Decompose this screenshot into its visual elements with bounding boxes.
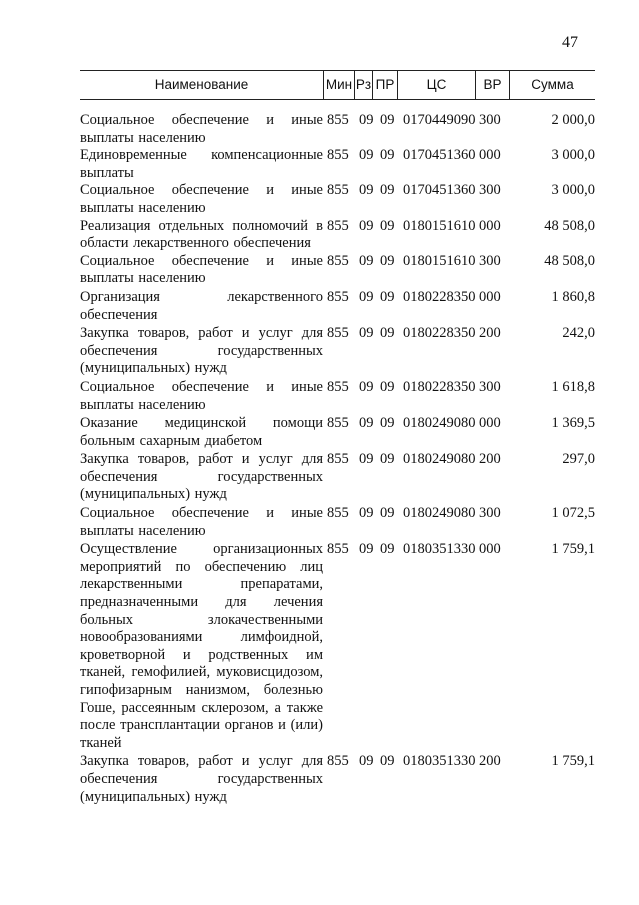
row-vr: 200 xyxy=(479,753,501,770)
row-vr: 000 xyxy=(479,217,501,234)
row-min: 855 xyxy=(327,288,349,305)
row-min: 855 xyxy=(327,182,349,199)
row-cs: 0180228350 xyxy=(403,288,476,305)
row-min: 855 xyxy=(327,451,349,468)
row-min: 855 xyxy=(327,217,349,234)
header-vr: ВР xyxy=(475,71,509,99)
row-rz: 09 xyxy=(359,505,374,522)
row-pr: 09 xyxy=(380,325,395,342)
table-body xyxy=(80,112,595,806)
row-name: Социальное обеспечение и иные выплаты населению xyxy=(80,378,323,413)
row-pr: 09 xyxy=(380,505,395,522)
row-pr: 09 xyxy=(380,182,395,199)
row-name: Оказание медицинской помощи больным сахарным диабетом xyxy=(80,415,323,449)
row-rz: 09 xyxy=(359,378,374,395)
row-name: Реализация отдельных полномочий в области лекарственного обеспечения xyxy=(80,217,323,252)
row-min: 855 xyxy=(327,415,349,432)
row-sum: 3 000,0 xyxy=(551,182,595,199)
row-cs: 0180249080 xyxy=(403,451,476,468)
row-cs: 0180228350 xyxy=(403,325,476,342)
row-sum: 3 000,0 xyxy=(551,147,595,164)
row-min: 855 xyxy=(327,505,349,522)
row-name: Закупка товаров, работ и услуг для обеспечения государственных (муниципальных) нужд xyxy=(80,753,323,805)
row-name: Единовременные компенсационные выплаты xyxy=(80,147,323,181)
row-cs: 0180249080 xyxy=(403,415,476,432)
row-vr: 300 xyxy=(479,112,501,128)
table-row xyxy=(80,289,595,324)
row-cs: 0180249080 xyxy=(403,505,476,522)
row-cs: 0180151610 xyxy=(403,217,476,234)
row-pr: 09 xyxy=(380,541,395,558)
row-name: Социальное обеспечение и иные выплаты населению xyxy=(80,505,323,539)
row-cs: 0170451360 xyxy=(403,182,476,199)
row-vr: 300 xyxy=(479,182,501,199)
table-row xyxy=(80,505,595,540)
row-pr: 09 xyxy=(380,112,395,128)
row-pr: 09 xyxy=(380,288,395,305)
header-min: Мин xyxy=(323,71,354,99)
row-name: Социальное обеспечение и иные выплаты населению xyxy=(80,112,323,146)
row-name: Закупка товаров, работ и услуг для обеспечения государственных (муниципальных) нужд xyxy=(80,325,323,377)
row-name: Социальное обеспечение и иные выплаты населению xyxy=(80,182,323,216)
header-cs: ЦС xyxy=(397,71,475,99)
row-rz: 09 xyxy=(359,288,374,305)
row-rz: 09 xyxy=(359,541,374,558)
row-cs: 0170449090 xyxy=(403,112,476,128)
row-sum: 1 369,5 xyxy=(551,415,595,432)
row-pr: 09 xyxy=(380,451,395,468)
row-vr: 300 xyxy=(479,378,501,395)
row-name: Закупка товаров, работ и услуг для обеспечения государственных (муниципальных) нужд xyxy=(80,451,323,503)
row-sum: 297,0 xyxy=(562,451,595,468)
row-rz: 09 xyxy=(359,325,374,342)
row-pr: 09 xyxy=(380,415,395,432)
row-cs: 0180351330 xyxy=(403,541,476,558)
row-sum: 1 759,1 xyxy=(551,753,595,770)
row-name: Социальное обеспечение и иные выплаты населению xyxy=(80,252,323,287)
row-name: Организация лекарственного обеспечения xyxy=(80,288,323,323)
row-cs: 0180228350 xyxy=(403,378,476,395)
table-row xyxy=(80,147,595,182)
header-rz: Рз xyxy=(354,71,372,99)
row-pr: 09 xyxy=(380,378,395,395)
row-pr: 09 xyxy=(380,217,395,234)
row-min: 855 xyxy=(327,541,349,558)
row-min: 855 xyxy=(327,252,349,269)
row-pr: 09 xyxy=(380,753,395,770)
page-number: 47 xyxy=(562,34,578,51)
header-name: Наименование xyxy=(154,77,249,92)
row-vr: 200 xyxy=(479,325,501,342)
row-sum: 242,0 xyxy=(562,325,595,342)
row-cs: 0180351330 xyxy=(403,753,476,770)
row-min: 855 xyxy=(327,147,349,164)
row-min: 855 xyxy=(327,325,349,342)
row-sum: 1 860,8 xyxy=(551,288,595,305)
row-rz: 09 xyxy=(359,217,374,234)
row-min: 855 xyxy=(327,112,349,128)
header-sum: Сумма xyxy=(509,71,595,99)
table-row xyxy=(80,253,595,288)
row-rz: 09 xyxy=(359,112,374,128)
table-row xyxy=(80,415,595,450)
table-row xyxy=(80,182,595,217)
row-sum: 1 759,1 xyxy=(551,541,595,558)
row-rz: 09 xyxy=(359,753,374,770)
row-min: 855 xyxy=(327,753,349,770)
row-pr: 09 xyxy=(380,147,395,164)
row-name: Осуществление организационных мероприятий по обеспечению лиц лекарственными препаратами, предназначенными для лечения больных злокачественными новообразованиями лимфоидной, кроветворной и родственных им тканей, гемофилией, муковисцидозом, гипофизарным нанизмом, болезнью Гоше, рассеянным склерозом, а также после трансплантации органов и (или) тканей xyxy=(80,541,323,751)
row-rz: 09 xyxy=(359,451,374,468)
row-vr: 300 xyxy=(479,505,501,522)
row-vr: 200 xyxy=(479,451,501,468)
header-pr: ПР xyxy=(372,71,397,99)
table-row xyxy=(80,112,595,147)
row-cs: 0170451360 xyxy=(403,147,476,164)
row-vr: 000 xyxy=(479,415,501,432)
row-rz: 09 xyxy=(359,415,374,432)
table-row xyxy=(80,753,595,806)
row-vr: 000 xyxy=(479,288,501,305)
table-header xyxy=(80,70,595,100)
row-rz: 09 xyxy=(359,182,374,199)
row-vr: 000 xyxy=(479,541,501,558)
row-rz: 09 xyxy=(359,252,374,269)
table-row xyxy=(80,325,595,378)
row-sum: 2 000,0 xyxy=(551,112,595,128)
row-cs: 0180151610 xyxy=(403,252,476,269)
table-row xyxy=(80,541,595,752)
row-sum: 48 508,0 xyxy=(544,252,595,269)
table-row xyxy=(80,218,595,253)
row-vr: 300 xyxy=(479,252,501,269)
row-rz: 09 xyxy=(359,147,374,164)
row-pr: 09 xyxy=(380,252,395,269)
row-sum: 48 508,0 xyxy=(544,217,595,234)
row-vr: 000 xyxy=(479,147,501,164)
table-row xyxy=(80,379,595,414)
row-min: 855 xyxy=(327,378,349,395)
row-sum: 1 072,5 xyxy=(551,505,595,522)
table-row xyxy=(80,451,595,504)
row-sum: 1 618,8 xyxy=(551,378,595,395)
